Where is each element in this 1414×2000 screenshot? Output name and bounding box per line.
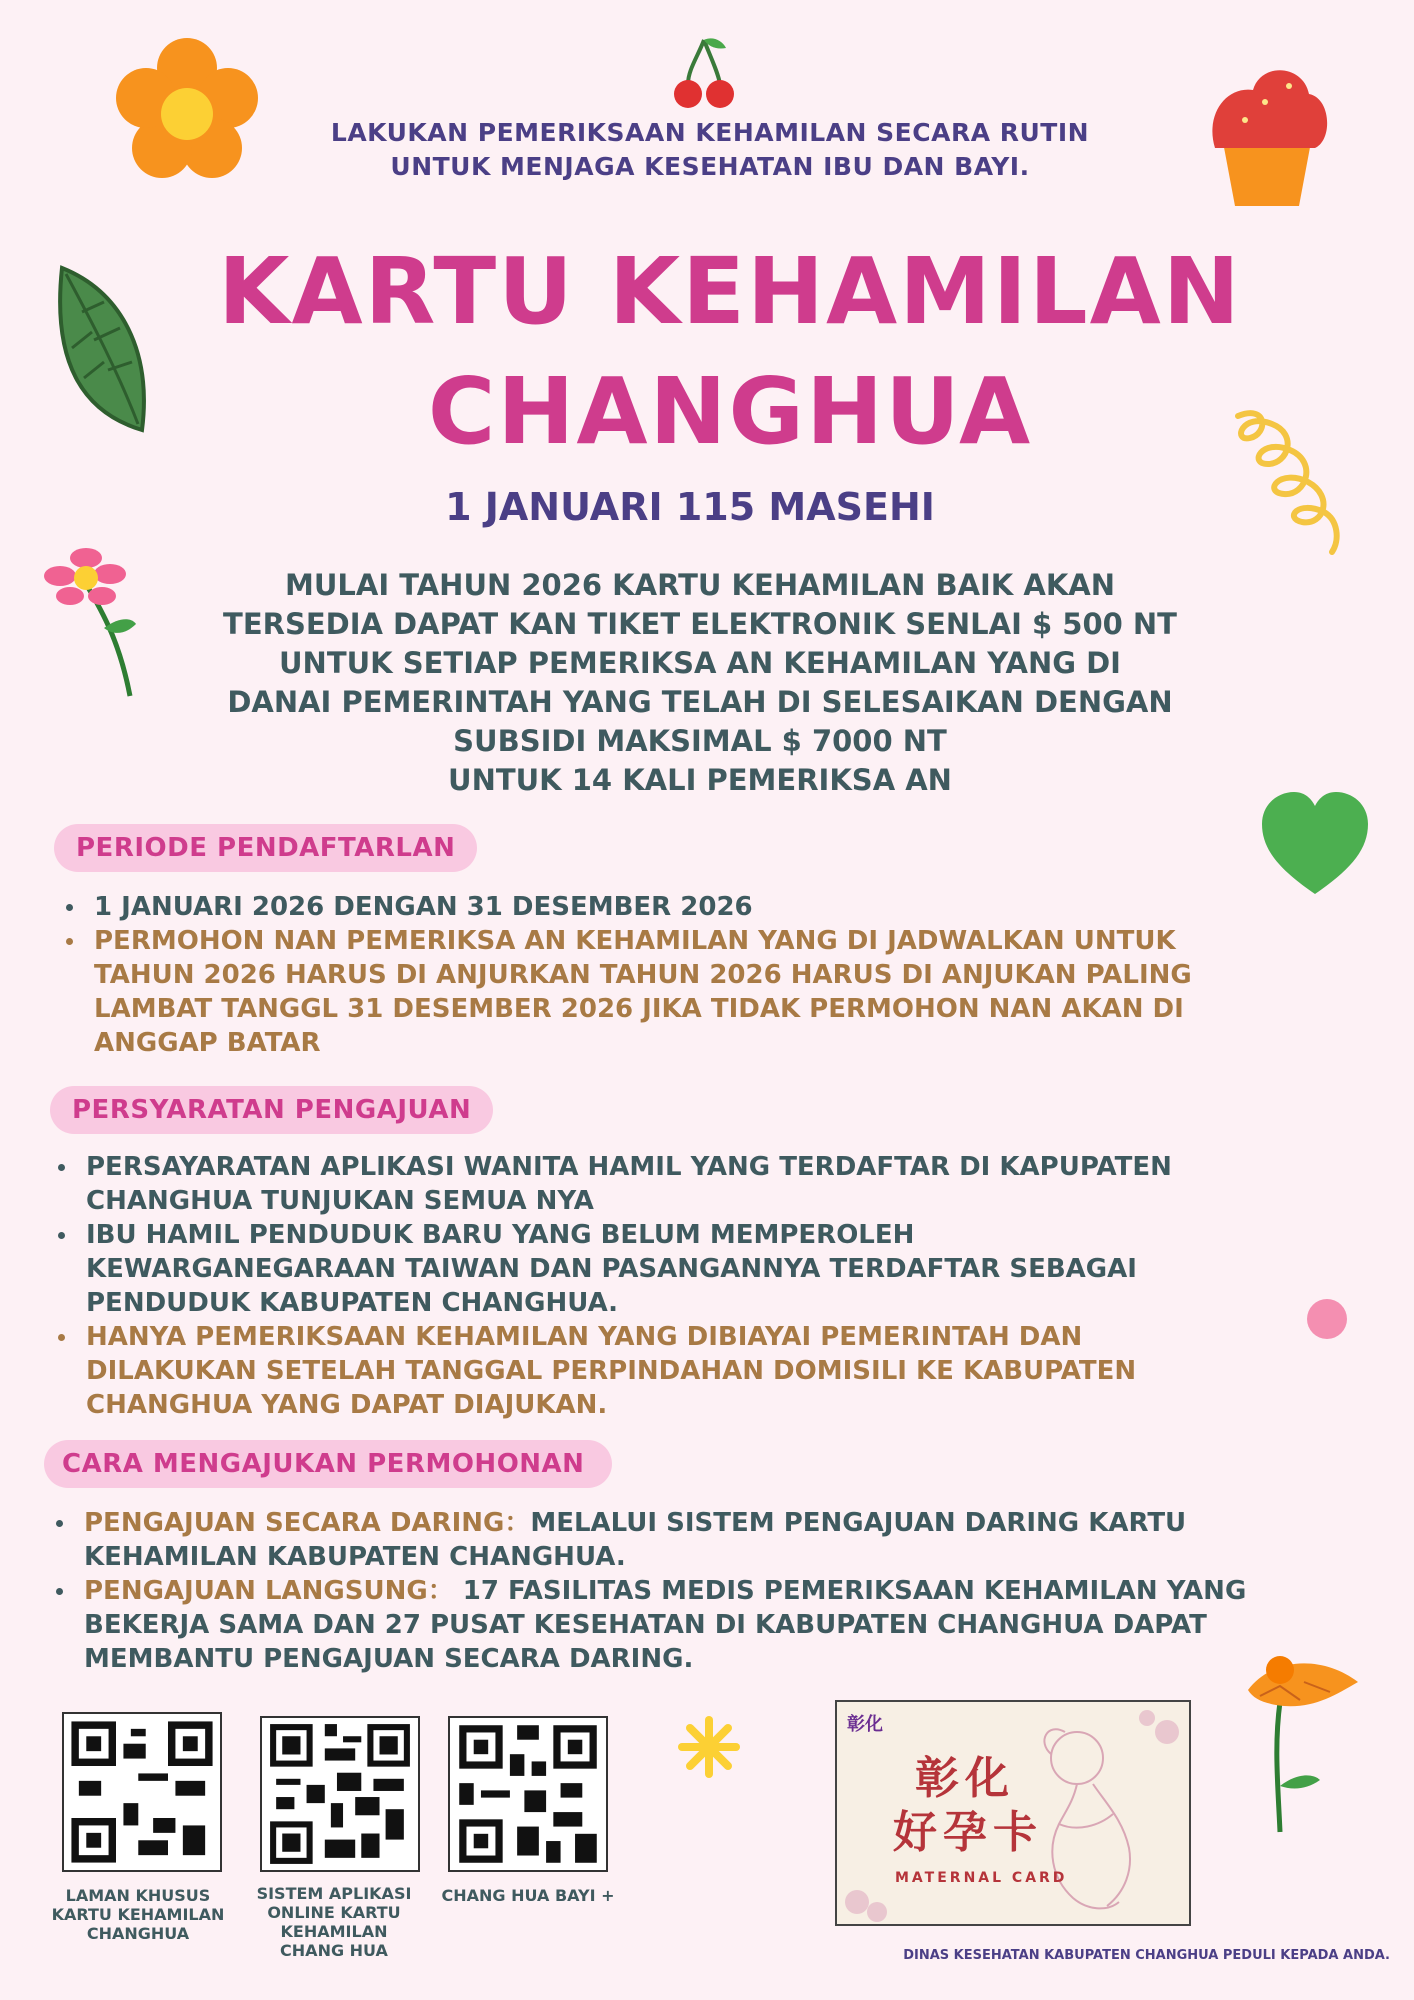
qr-code-icon[interactable] bbox=[62, 1712, 222, 1872]
intro-line: SUBSIDI MAKSIMAL $ 7000 NT bbox=[453, 724, 947, 758]
orange-flower-stem-icon bbox=[1244, 1656, 1362, 1836]
title-line: CHANGHUA bbox=[427, 358, 1033, 465]
method-label: PENGAJUAN LANGSUNG： bbox=[84, 1576, 454, 1606]
section-title-requirements: PERSYARATAN PENGAJUAN bbox=[50, 1086, 493, 1134]
card-title-zh-1: 彰化 bbox=[915, 1753, 1015, 1804]
intro-line: UNTUK SETIAP PEMERIKSA AN KEHAMILAN YANG DI bbox=[279, 646, 1121, 680]
intro-line: TERSEDIA DAPAT KAN TIKET ELEKTRONIK SENLAI $ 500 NT bbox=[223, 607, 1177, 641]
qr-code-icon bbox=[450, 1718, 606, 1870]
date-heading: 1 JANUARI 115 MASEHI bbox=[445, 485, 935, 529]
cherries-icon bbox=[668, 36, 740, 112]
tagline bbox=[180, 116, 1240, 184]
section-title-how-to-apply: CARA MENGAJUKAN PERMOHONAN bbox=[44, 1440, 612, 1488]
list-item: IBU HAMIL PENDUDUK BARU YANG BELUM MEMPEROLEH KEWARGANEGARAAN TAIWAN DAN PASANGANNYA TERDAFTAR SEBAGAI PENDUDUK KABUPATEN CHANGHUA. bbox=[54, 1218, 1354, 1320]
qr-code-icon[interactable] bbox=[260, 1716, 420, 1872]
requirements-list bbox=[54, 1150, 1354, 1422]
card-title-zh-2: 好孕卡 bbox=[893, 1807, 1043, 1858]
section-title-registration: PERIODE PENDAFTARLAN bbox=[54, 824, 477, 872]
list-item: PENGAJUAN SECARA DARING：MELALUI SISTEM PENGAJUAN DARING KARTU KEHAMILAN KABUPATEN CHANGHUA. bbox=[52, 1506, 1392, 1574]
pink-flower-icon bbox=[40, 544, 140, 700]
page-title bbox=[80, 232, 1380, 472]
green-heart-icon bbox=[1260, 790, 1370, 898]
intro-line: DANAI PEMERINTAH YANG TELAH DI SELESAIKAN DENGAN bbox=[227, 685, 1173, 719]
qr-code-icon bbox=[64, 1714, 220, 1870]
card-logo: 彰化 bbox=[847, 1714, 883, 1735]
registration-list bbox=[62, 890, 1362, 1060]
qr-caption: CHANG HUA BAYI + bbox=[441, 1886, 615, 1905]
list-item: PENGAJUAN LANGSUNG： 17 FASILITAS MEDIS PEMERIKSAAN KEHAMILAN YANG BEKERJA SAMA DAN 27 PUSAT KESEHATAN DI KABUPATEN CHANGHUA DAPAT MEMBANTU PENGAJUAN SECARA DARING. bbox=[52, 1574, 1392, 1676]
list-item: PERMOHON NAN PEMERIKSA AN KEHAMILAN YANG DI JADWALKAN UNTUK TAHUN 2026 HARUS DI ANJURKAN TAHUN 2026 HARUS DI ANJUKAN PALING LAMBAT TANGGL 31 DESEMBER 2026 JIKA TIDAK PERMOHON NAN AKAN DI ANGGAP BATAR bbox=[62, 924, 1362, 1060]
sparkle-icon bbox=[678, 1716, 740, 1778]
qr-caption: SISTEM APLIKASI ONLINE KARTU KEHAMILAN CHANG HUA bbox=[256, 1884, 412, 1960]
maternal-card-image bbox=[835, 1700, 1191, 1926]
tagline-line: UNTUK MENJAGA KESEHATAN IBU DAN BAYI. bbox=[390, 152, 1030, 181]
list-item: HANYA PEMERIKSAAN KEHAMILAN YANG DIBIAYAI PEMERINTAH DAN DILAKUKAN SETELAH TANGGAL PERPINDAHAN DOMISILI KE KABUPATEN CHANGHUA YANG DAPAT DIAJUKAN. bbox=[54, 1320, 1354, 1422]
qr-caption: LAMAN KHUSUS KARTU KEHAMILAN CHANGHUA bbox=[51, 1886, 225, 1943]
list-item: 1 JANUARI 2026 DENGAN 31 DESEMBER 2026 bbox=[62, 890, 1362, 924]
list-item: PERSAYARATAN APLIKASI WANITA HAMIL YANG TERDAFTAR DI KAPUPATEN CHANGHUA TUNJUKAN SEMUA NYA bbox=[54, 1150, 1354, 1218]
footer-text: DINAS KESEHATAN KABUPATEN CHANGHUA PEDULI KEPADA ANDA. bbox=[903, 1948, 1390, 1963]
intro-line: UNTUK 14 KALI PEMERIKSA AN bbox=[448, 763, 952, 797]
card-subtitle: MATERNAL CARD bbox=[895, 1870, 1068, 1886]
qr-code-icon[interactable] bbox=[448, 1716, 608, 1872]
method-label: PENGAJUAN SECARA DARING： bbox=[84, 1508, 531, 1538]
tagline-line: LAKUKAN PEMERIKSAAN KEHAMILAN SECARA RUTIN bbox=[330, 118, 1090, 147]
qr-code-icon bbox=[262, 1718, 418, 1870]
title-line: KARTU KEHAMILAN bbox=[218, 238, 1242, 345]
intro-paragraph bbox=[130, 566, 1270, 800]
intro-line: MULAI TAHUN 2026 KARTU KEHAMILAN BAIK AKAN bbox=[284, 568, 1116, 602]
how-to-apply-list bbox=[52, 1506, 1392, 1676]
